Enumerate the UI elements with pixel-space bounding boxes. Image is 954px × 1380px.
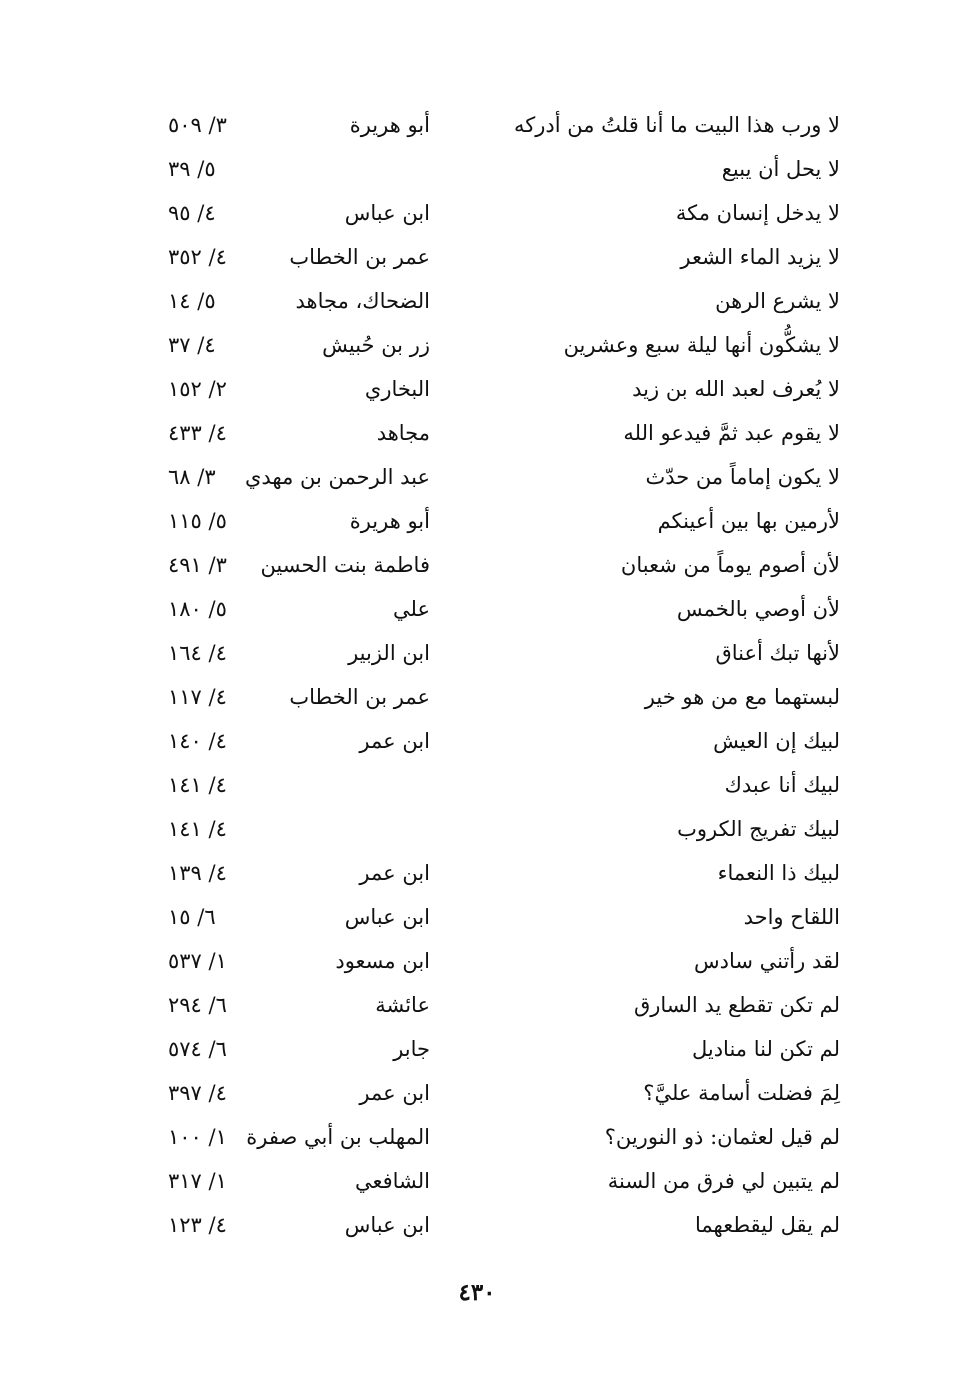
index-entry: [150, 676, 840, 720]
entry-narrator: ابن الزبير: [348, 641, 430, 665]
entry-reference: ٤/ ١١٧: [168, 685, 227, 709]
entry-reference: ٢/ ١٥٢: [168, 377, 227, 401]
entry-reference: ٤/ ١٤٠: [168, 729, 227, 753]
entry-reference: ٤/ ٤٣٣: [168, 421, 227, 445]
entry-text: لا يقوم عبد ثمَّ فيدعو الله: [623, 421, 840, 445]
entry-reference: ٥/ ١٤: [168, 289, 216, 313]
index-entry: [150, 368, 840, 412]
entry-reference: ٤/ ٣٥٢: [168, 245, 227, 269]
entry-narrator: الضحاك، مجاهد: [295, 289, 430, 313]
entry-text: لبيك أنا عبدك: [724, 773, 840, 797]
entry-reference: ٤/ ١٣٩: [168, 861, 227, 885]
entry-reference: ١/ ١٠٠: [168, 1125, 227, 1149]
entry-text: لا يشكُّون أنها ليلة سبع وعشرين: [563, 333, 840, 357]
entry-reference: ٤/ ٩٥: [168, 201, 216, 225]
entry-narrator: زر بن حُبيش: [322, 333, 430, 357]
entry-reference: ٥/ ١٨٠: [168, 597, 227, 621]
entry-text: لم يقل ليقطعهما: [694, 1213, 840, 1237]
entry-narrator: الشافعي: [354, 1169, 430, 1193]
entry-narrator: علي: [393, 597, 430, 621]
index-entry: [150, 984, 840, 1028]
index-entry: [150, 1116, 840, 1160]
entry-narrator: عائشة: [375, 993, 430, 1017]
index-entry: [150, 412, 840, 456]
entry-reference: ٣/ ٦٨: [168, 465, 216, 489]
index-entry: [150, 896, 840, 940]
index-entry: [150, 544, 840, 588]
index-entry: [150, 236, 840, 280]
index-entry: [150, 720, 840, 764]
entry-text: لا يزيد الماء الشعر: [680, 245, 840, 269]
entry-reference: ٤/ ١٤١: [168, 817, 227, 841]
entry-narrator: ابن عمر: [359, 729, 430, 753]
entry-reference: ٤/ ١٢٣: [168, 1213, 227, 1237]
entry-text: لقد رأتني سادس: [693, 949, 840, 973]
entry-text: اللقاح واحد: [743, 905, 840, 929]
entry-reference: ٣/ ٥٠٩: [168, 113, 227, 137]
entry-text: لبستهما مع من هو خير: [644, 685, 840, 709]
entry-reference: ٥/ ٣٩: [168, 157, 216, 181]
index-entry: [150, 632, 840, 676]
entry-text: لم تكن تقطع يد السارق: [633, 993, 840, 1017]
entry-narrator: عمر بن الخطاب: [289, 245, 430, 269]
index-entry: [150, 764, 840, 808]
entry-text: لأرمين بها بين أعينكم: [657, 509, 840, 533]
entry-narrator: ابن عباس: [344, 201, 430, 225]
entry-text: لأن أصوم يوماً من شعبان: [620, 553, 840, 577]
entry-narrator: ابن عمر: [359, 861, 430, 885]
entry-narrator: مجاهد: [376, 421, 430, 445]
entry-text: لا ورب هذا البيت ما أنا قلتُ من أدركه: [513, 113, 840, 137]
index-entry: [150, 104, 840, 148]
index-entry: [150, 808, 840, 852]
index-entry: [150, 148, 840, 192]
entry-text: لا يكون إماماً من حدّث: [645, 465, 840, 489]
entry-text: لبيك ذا النعماء: [717, 861, 840, 885]
entry-text: لا يحل أن يبيع: [721, 157, 840, 181]
page-number: ٤٣٠: [458, 1279, 496, 1306]
index-entry: [150, 940, 840, 984]
index-entry: [150, 1204, 840, 1248]
entry-text: لِمَ فضلت أسامة عليَّ؟: [643, 1081, 840, 1105]
entry-text: لم قيل لعثمان: ذو النورين؟: [604, 1125, 840, 1149]
entry-text: لا يدخل إنسان مكة: [675, 201, 840, 225]
entry-narrator: فاطمة بنت الحسين: [260, 553, 430, 577]
entry-text: لبيك تفريج الكروب: [677, 817, 840, 841]
entry-reference: ٤/ ٣٩٧: [168, 1081, 227, 1105]
index-entry: [150, 324, 840, 368]
entry-narrator: ابن عباس: [344, 905, 430, 929]
index-entry: [150, 280, 840, 324]
entry-narrator: أبو هريرة: [349, 113, 430, 137]
entry-text: لا يُعرف لعبد الله بن زيد: [632, 377, 840, 401]
entry-narrator: ابن مسعود: [335, 949, 430, 973]
entry-reference: ١/ ٣١٧: [168, 1169, 227, 1193]
entry-text: لا يشرع الرهن: [715, 289, 840, 313]
entry-text: لم يتبين لي فرق من السنة: [607, 1169, 840, 1193]
entry-reference: ٦/ ٢٩٤: [168, 993, 227, 1017]
entry-reference: ١/ ٥٣٧: [168, 949, 227, 973]
entry-text: لبيك إن العيش: [713, 729, 840, 753]
entry-narrator: البخاري: [364, 377, 430, 401]
index-entry: [150, 852, 840, 896]
entry-reference: ٤/ ١٤١: [168, 773, 227, 797]
entry-narrator: جابر: [393, 1037, 430, 1061]
entry-reference: ٦/ ١٥: [168, 905, 216, 929]
entry-text: لأنها تبك أعناق: [715, 641, 840, 665]
entry-text: لأن أوصي بالخمس: [676, 597, 840, 621]
index-entry: [150, 456, 840, 500]
index-entry: [150, 1160, 840, 1204]
entry-narrator: عمر بن الخطاب: [289, 685, 430, 709]
index-entry: [150, 1028, 840, 1072]
index-entry: [150, 588, 840, 632]
entry-narrator: المهلب بن أبي صفرة: [246, 1125, 430, 1149]
entry-text: لم تكن لنا مناديل: [691, 1037, 840, 1061]
entry-reference: ٤/ ٣٧: [168, 333, 216, 357]
index-entry: [150, 1072, 840, 1116]
entry-narrator: عبد الرحمن بن مهدي: [244, 465, 430, 489]
index-entry: [150, 500, 840, 544]
index-list: [150, 104, 840, 1248]
entry-narrator: ابن عمر: [359, 1081, 430, 1105]
entry-narrator: أبو هريرة: [349, 509, 430, 533]
entry-reference: ٣/ ٤٩١: [168, 553, 227, 577]
entry-reference: ٤/ ١٦٤: [168, 641, 227, 665]
entry-narrator: ابن عباس: [344, 1213, 430, 1237]
entry-reference: ٦/ ٥٧٤: [168, 1037, 227, 1061]
entry-reference: ٥/ ١١٥: [168, 509, 227, 533]
index-entry: [150, 192, 840, 236]
